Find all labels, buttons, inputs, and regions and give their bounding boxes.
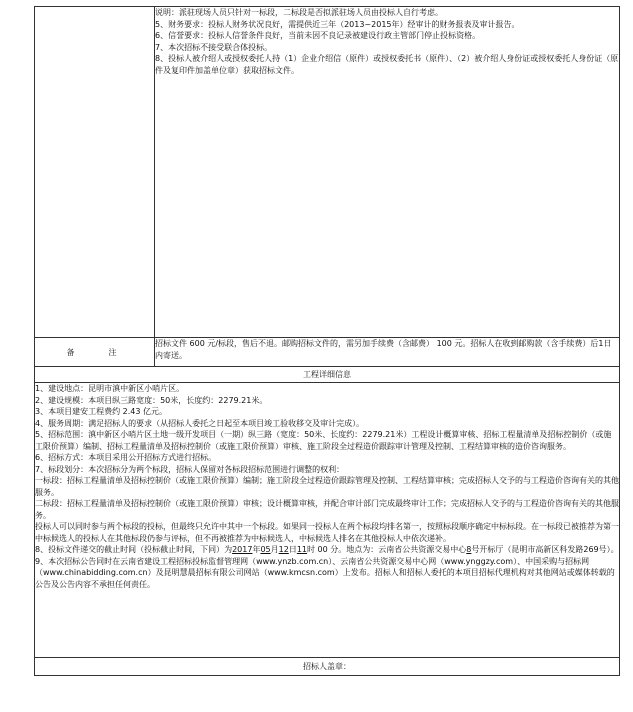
requirement-document-pickup: 8、投标人被介绍人或授权委托人持（1）企业介绍信（原件）或授权委托书（原件）、（2）被介绍人身份证或授权委托人身份证（原件及复印件加盖单位章）获取招标文件。 bbox=[155, 54, 619, 75]
detail-scale: 2、建设规模：本项目纵三路宽度：50米，长度约：2279.21米。 bbox=[35, 395, 268, 405]
requirement-financial: 5、财务要求：投标人财务状况良好，需提供近三年（2013~2015年）经审计的财务报表及审计报告。 bbox=[155, 19, 520, 29]
details-cell bbox=[35, 383, 620, 658]
detail-lot-one: 一标段：招标工程量清单及招标控制价（或施工限价预算）编制；施工阶段全过程造价跟踪管理及控制、工程结算审核；完成招标人交予的与工程造价咨询有关的其他服务。 bbox=[35, 476, 619, 497]
detail-cost: 3、本项目建安工程费约 2.43 亿元。 bbox=[35, 407, 167, 416]
requirements-row bbox=[35, 7, 620, 338]
details-heading-row bbox=[35, 367, 620, 383]
requirement-credit: 6、信誉要求：投标人信誉条件良好，当前未因不良记录被建设行政主管部门停止投标资格。 bbox=[155, 31, 481, 40]
remarks-label: 备 注 bbox=[35, 338, 155, 367]
detail-lot-two: 二标段：招标工程量清单及招标控制价（或施工限价预算）审核；设计概算审核，并配合审计部门完成最终审计工作；完成招标人交予的与工程造价咨询有关的其他服务。 bbox=[35, 499, 619, 520]
deadline-month: 05 bbox=[260, 545, 271, 554]
requirement-no-consortium: 7、本次招标不接受联合体投标。 bbox=[155, 42, 273, 52]
remarks-row bbox=[35, 338, 620, 367]
requirement-note: 说明：派驻现场人员只针对一标段，二标段是否拟派驻场人员由投标人自行考虑。 bbox=[155, 8, 443, 17]
deadline-hour: 11 bbox=[296, 545, 308, 554]
detail-lots: 7、标段划分：本次招标分为两个标段，招标人保留对各标段招标范围进行调整的权利： bbox=[35, 464, 345, 474]
detail-service-period: 4、服务周期：满足招标人的要求（从招标人委托之日起至本项目竣工验收移交及审计完成）。 bbox=[35, 418, 365, 428]
deadline-room: 8 bbox=[466, 545, 472, 554]
owner-seal-label: 招标人盖章： bbox=[35, 658, 620, 676]
deadline-month-unit: 月 bbox=[270, 545, 279, 554]
deadline-year-unit: 年 bbox=[252, 545, 261, 554]
deadline-day: 12 bbox=[278, 545, 289, 554]
requirements-label-cell bbox=[35, 7, 155, 338]
detail-publication: 9、本次招标公告同时在云南省建设工程招标投标监督管理网（www.ynzb.com.cn）、云南省公共资源交易中心网（www.ynggzy.com）、中国采购与招标网（www.chinabidding.com.cn）及昆明慧晨招标有限公司网站（www.kmcsn.com）上发布。招标人和招标人委托的本项目招标代理机构对其他网站或媒体转载的公告及公告内容不承担任何责任。 bbox=[35, 556, 615, 589]
requirements-cell bbox=[155, 7, 620, 338]
deadline-hour-location: 时 00 分。地点为：云南省公共资源交易中心 bbox=[307, 545, 467, 554]
detail-scope: 5、招标范围：滇中新区小哨片区土地一级开发项目（一期）纵三路（宽度：50米、长度约：2279.21米）工程设计概算审核、招标工程量清单及招标控制价（或施工限价预算）编制、招标工程量清单及招标控制价（或施工限价预算）审核、施工阶段全过程造价跟踪审计管理及控制、工程结算审核的造价咨询服务。 bbox=[35, 430, 612, 451]
detail-method: 6、招标方式：本项目采用公开招标方式进行招标。 bbox=[35, 453, 217, 462]
deadline-suffix: 号开标厅（昆明市高新区科发路269号）。 bbox=[471, 545, 619, 554]
details-row bbox=[35, 383, 620, 658]
remarks-text: 招标文件 600 元/标段，售后不退。邮购招标文件的，需另加手续费（含邮费） 100 元。招标人在收到邮购款（含手续费）后1日内寄送。 bbox=[155, 338, 620, 367]
owner-row bbox=[35, 658, 620, 676]
deadline-year: 2017 bbox=[232, 545, 253, 554]
deadline-prefix: 8、投标文件递交的截止时间（投标截止时间，下同）为 bbox=[35, 545, 233, 554]
detail-location: 1、建设地点：昆明市滇中新区小哨片区。 bbox=[35, 384, 185, 393]
details-heading: 工程详细信息 bbox=[35, 367, 620, 383]
notice-table bbox=[34, 6, 620, 676]
detail-lot-rule: 投标人可以同时参与两个标段的投标，但最终只允许中其中一个标段。如果同一投标人在两个标段均排名第一，按照标段顺序确定中标标段。在一标段已被推荐为第一中标候选人的投标人在其他标段仍参与评标，但不再被推荐为中标候选人，中标候选人排名在其他投标人中依次递补。 bbox=[35, 522, 619, 543]
deadline-day-unit: 日 bbox=[288, 545, 297, 554]
detail-deadline bbox=[35, 544, 619, 556]
